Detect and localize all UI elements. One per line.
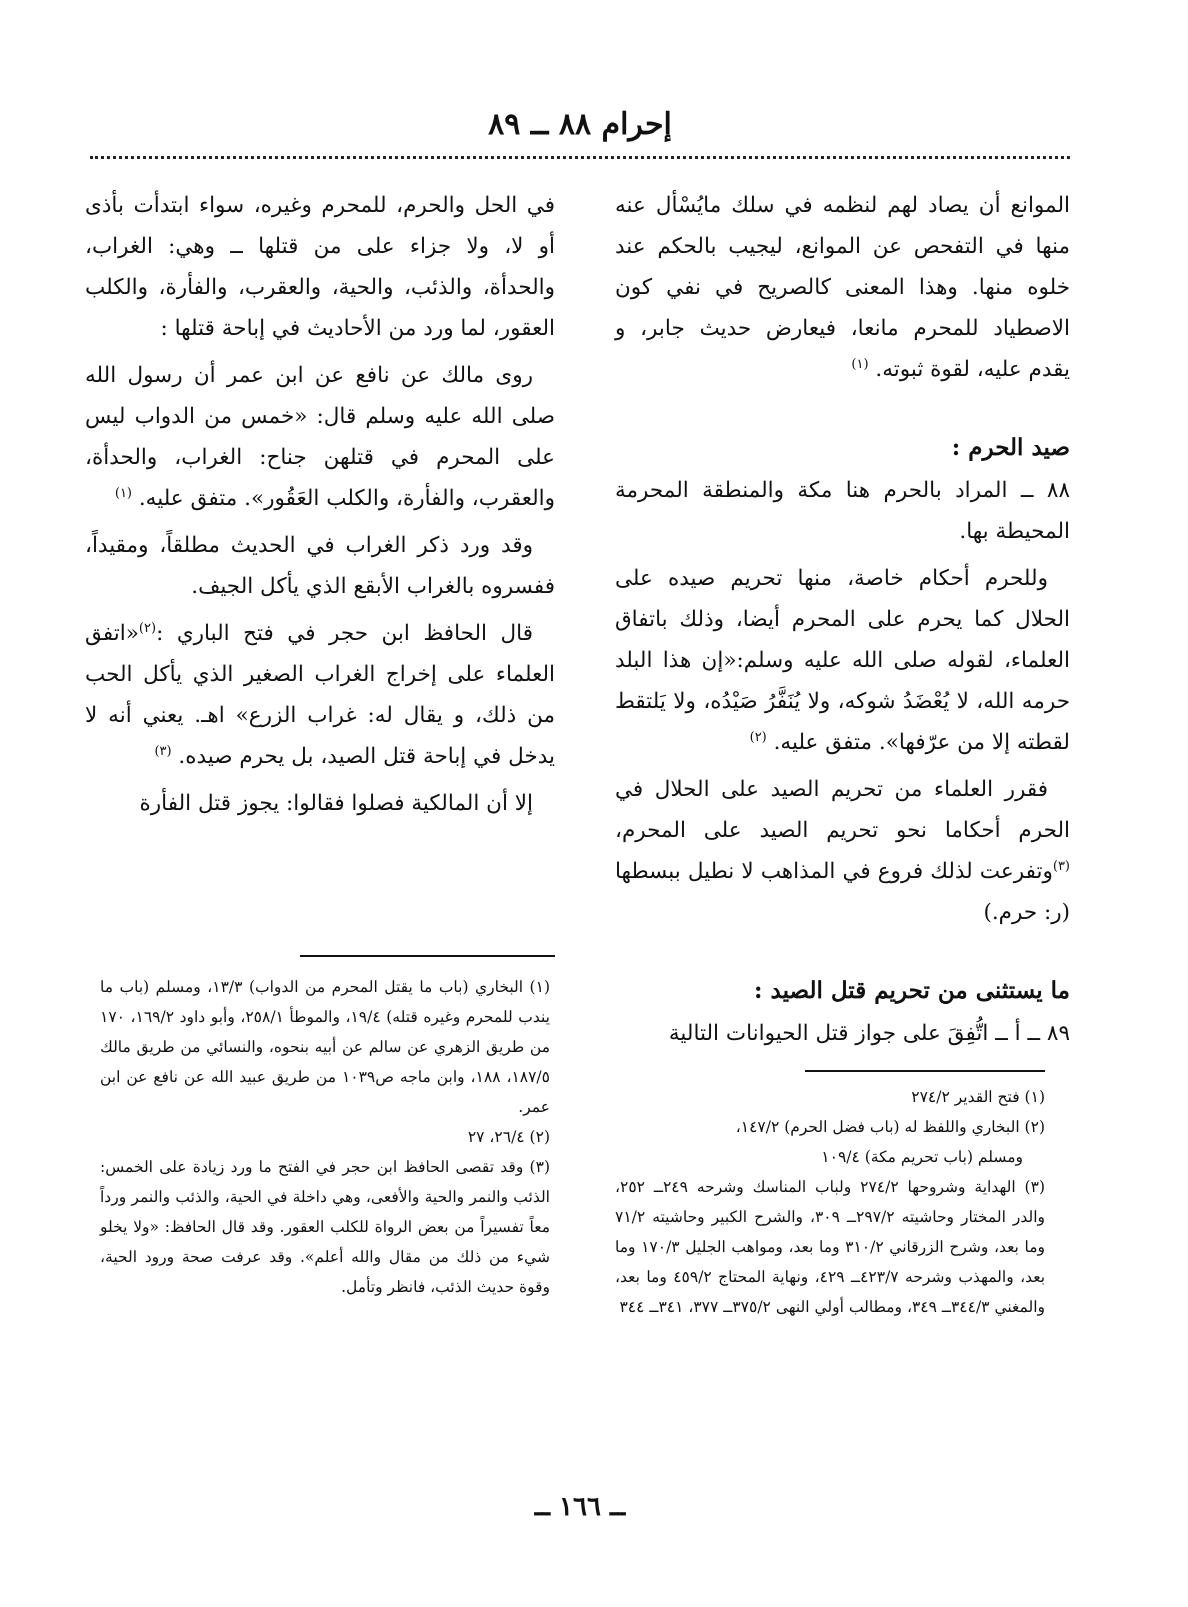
footnotes-left (100, 972, 550, 1302)
footnote-right-3: (٣) الهداية وشروحها ٢٧٤/٢ ولباب المناسك وشرحه ٢٤٩ــ ٢٥٢، والدر المختار وحاشيته ٢٩٧/٢ــ ٣٠٩، والشرح الكبير وحاشيته ٧١/٢ وما بعد، وشرح الزرقاني ٣١٠/٢ وما بعد، ومواهب الجليل ١٧٠/٣ وما بعد، والمهذب وشرحه ٤٢٣/٧ــ ٤٢٩، ونهاية المحتاج ٤٥٩/٢ وما بعد، والمغني ٣٤٤/٣ــ ٣٤٩، ومطالب أولي النهى ٣٧٥/٢ــ ٣٧٧، ٣٤١ــ ٣٤٤ (615, 1178, 1046, 1316)
footnote-ref: (١) (114, 485, 132, 501)
footnote-left-2: (٢) ٢٦/٤، ٢٧ (467, 1128, 550, 1146)
footnote-rule-right (805, 1070, 1045, 1072)
right-column (615, 185, 1070, 1060)
footnote-right-1: (١) فتح القدير ٢٧٤/٢ (911, 1088, 1045, 1106)
footnote-left-1: (١) البخاري (باب ما يقتل المحرم من الدواب) ١٣/٣، ومسلم (باب ما يندب للمحرم وغيره قتله) ١٩/٤، والموطأ ٢٥٨/١، وأبو داود ١٦٩/٢، ١٧٠ من طريق الزهري عن سالم عن أبيه بنحوه، والنسائي من طريق مالك ١٨٧/٥، ١٨٨، وابن ماجه ص١٠٣٩ من طريق عبيد الله عن نافع عن ابن عمر. (100, 978, 550, 1116)
page-number: ــ ١٦٦ ــ (534, 1492, 626, 1522)
header-dotted-rule (90, 156, 1070, 159)
footnote-ref: (٣) (1052, 858, 1070, 874)
right-paragraph-89: ٨٩ ــ أ ــ اتُّفِقَ على جواز قتل الحيوانات التالية (668, 1021, 1070, 1046)
right-paragraph-1: الموانع أن يصاد لهم لنظمه في سلك مايُسْأل عنه منها في التفحص عن الموانع، ليجيب بالحكم عند خلوه منها. وهذا المعنى كالصريح في نفي كون الاصطياد للمحرم مانعا، فيعارض حديث جابر، و يقدم عليه، لقوة ثبوته. $^{(١)}$ (615, 193, 1070, 382)
left-paragraph-4: قال الحافظ ابن حجر في فتح الباري :$^{(٢)}$«اتفق العلماء على إخراج الغراب الصغير الذي يأكل الحب من ذلك، و يقال له: غراب الزرع» اهـ. يعني أنه لا يدخل في إباحة قتل الصيد، بل يحرم صيده. $^{(٣)}$ (85, 620, 555, 769)
footnote-rule-left (300, 955, 555, 957)
left-paragraph-5: إلا أن المالكية فصلوا فقالوا: يجوز قتل الفأرة (139, 791, 533, 816)
right-paragraph-3: وللحرم أحكام خاصة، منها تحريم صيده على الحلال كما يحرم على المحرم أيضا، وذلك باتفاق العلماء، لقوله صلى الله عليه وسلم:«إن هذا البلد حرمه الله، لا يُعْضَدُ شوكه، ولا يُنَفَّرُ صَيْدُه، ولا يَلتقط لقطته إلا من عرّفها». متفق عليه. $^{(٢)}$ (615, 566, 1070, 755)
footnote-left-3: (٣) وقد تقصى الحافظ ابن حجر في الفتح ما ورد زيادة على الخمس: الذئب والنمر والحية والأفعى، وهي داخلة في الحية، والذئب والنمر ورداً معاً تفسيراً من بعض الرواة للكلب العقور. وقد قال الحافظ: «ولا يخلو شيء من ذلك من مقال والله أعلم». وقد عرفت صحة ورود الحية، وقوة حديث الذئب، فانظر وتأمل. (100, 1158, 550, 1296)
footnote-ref: (٣) (154, 743, 172, 759)
section-heading-haram-game: صيد الحرم : (951, 434, 1070, 461)
footnote-right-2-cont: ومسلم (باب تحريم مكة) ١٠٩/٤ (821, 1148, 1023, 1166)
left-paragraph-3: وقد ورد ذكر الغراب في الحديث مطلقاً، ومقيداً، ففسروه بالغراب الأبقع الذي يأكل الجيف. (85, 533, 555, 599)
footnote-ref: (٢) (749, 729, 767, 745)
footnote-right-2: (٢) البخاري واللفظ له (باب فضل الحرم) ١٤٧/٢، (735, 1118, 1045, 1136)
right-paragraph-4: فقرر العلماء من تحريم الصيد على الحلال في الحرم أحكاما نحو تحريم الصيد على المحرم،$^{(٣)}$وتفرعت لذلك فروع في المذاهب لا نطيل ببسطها (ر: حرم.) (615, 777, 1070, 925)
page-header-title: إحرام ٨٨ ــ ٨٩ (488, 107, 672, 142)
footnotes-right (615, 1082, 1045, 1322)
section-heading-exceptions: ما يستثنى من تحريم قتل الصيد : (754, 977, 1070, 1004)
left-paragraph-2: روى مالك عن نافع عن ابن عمر أن رسول الله صلى الله عليه وسلم قال: «خمس من الدواب ليس على المحرم في قتلهن جناح: الغراب، والحدأة، والعقرب، والفأرة، والكلب العَقُور». متفق عليه. $^{(١)}$ (85, 363, 555, 511)
footnote-ref: (٢) (138, 620, 157, 636)
left-paragraph-1: في الحل والحرم، للمحرم وغيره، سواء ابتدأت بأذى أو لا، ولا جزاء على من قتلها ــ وهي: الغراب، والحدأة، والذئب، والحية، والعقرب، والفأرة، والكلب العقور، لما ورد من الأحاديث في إباحة قتلها : (85, 193, 555, 341)
left-column (85, 185, 555, 830)
right-paragraph-88: ٨٨ ــ المراد بالحرم هنا مكة والمنطقة المحرمة المحيطة بها. (615, 478, 1070, 544)
footnote-ref: (١) (851, 356, 869, 372)
